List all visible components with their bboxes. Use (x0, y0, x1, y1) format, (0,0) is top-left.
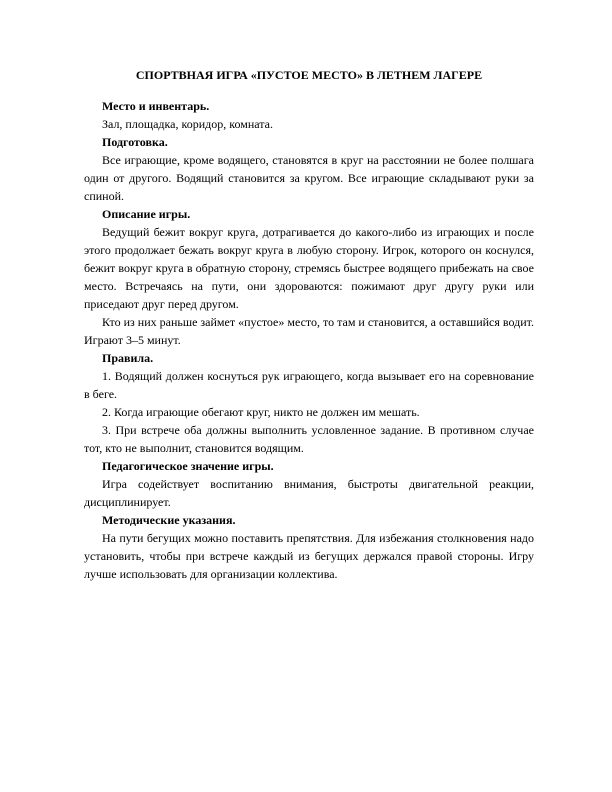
document-page (84, 66, 534, 583)
rule-item: 3. При встрече оба должны выполнить условленное задание. В противном случае тот, кто не выполнит, становится водящим. (84, 423, 534, 455)
section-paragraph: Кто из них раньше займет «пустое» место, то там и становится, а оставшийся водит. Играют 3–5 минут. (84, 315, 534, 347)
section-paragraph: Игра содействует воспитанию внимания, быстроты двигательной реакции, дисциплинирует. (84, 477, 534, 509)
section-paragraph: Все играющие, кроме водящего, становятся в круг на расстоянии не более полшага один от другого. Водящий становится за кругом. Все играющие складывают руки за спиной. (84, 153, 534, 203)
section-paragraph: Зал, площадка, коридор, комната. (102, 117, 273, 131)
section-paragraph: На пути бегущих можно поставить препятствия. Для избежания столкновения надо установить, чтобы при встрече каждый из бегущих держался правой стороны. Игру лучше использовать для организации коллектива. (84, 531, 534, 581)
section-heading-description: Описание игры. (102, 207, 191, 221)
rule-item: 2. Когда играющие обегают круг, никто не должен им мешать. (102, 405, 420, 419)
document-title: СПОРТВНАЯ ИГРА «ПУСТОЕ МЕСТО» В ЛЕТНЕМ ЛАГЕРЕ (135, 68, 483, 82)
section-heading-pedagogy: Педагогическое значение игры. (102, 459, 274, 473)
rule-item: 1. Водящий должен коснуться рук играющего, когда вызывает его на соревнование в беге. (84, 369, 534, 401)
section-heading-guidelines: Методические указания. (102, 513, 236, 527)
section-paragraph: Ведущий бежит вокруг круга, дотрагивается до какого-либо из играющих и после этого продолжает бежать вокруг круга в любую сторону. Игрок, которого он коснулся, бежит вокруг круга в обратную сторону, стремясь быстрее водящего прибежать на свое место. Встречаясь на пути, они здороваются: пожимают друг другу руки или приседают друг перед другом. (84, 225, 534, 311)
section-heading-preparation: Подготовка. (102, 135, 168, 149)
section-heading-rules: Правила. (102, 351, 154, 365)
section-heading-inventory: Место и инвентарь. (102, 99, 210, 113)
